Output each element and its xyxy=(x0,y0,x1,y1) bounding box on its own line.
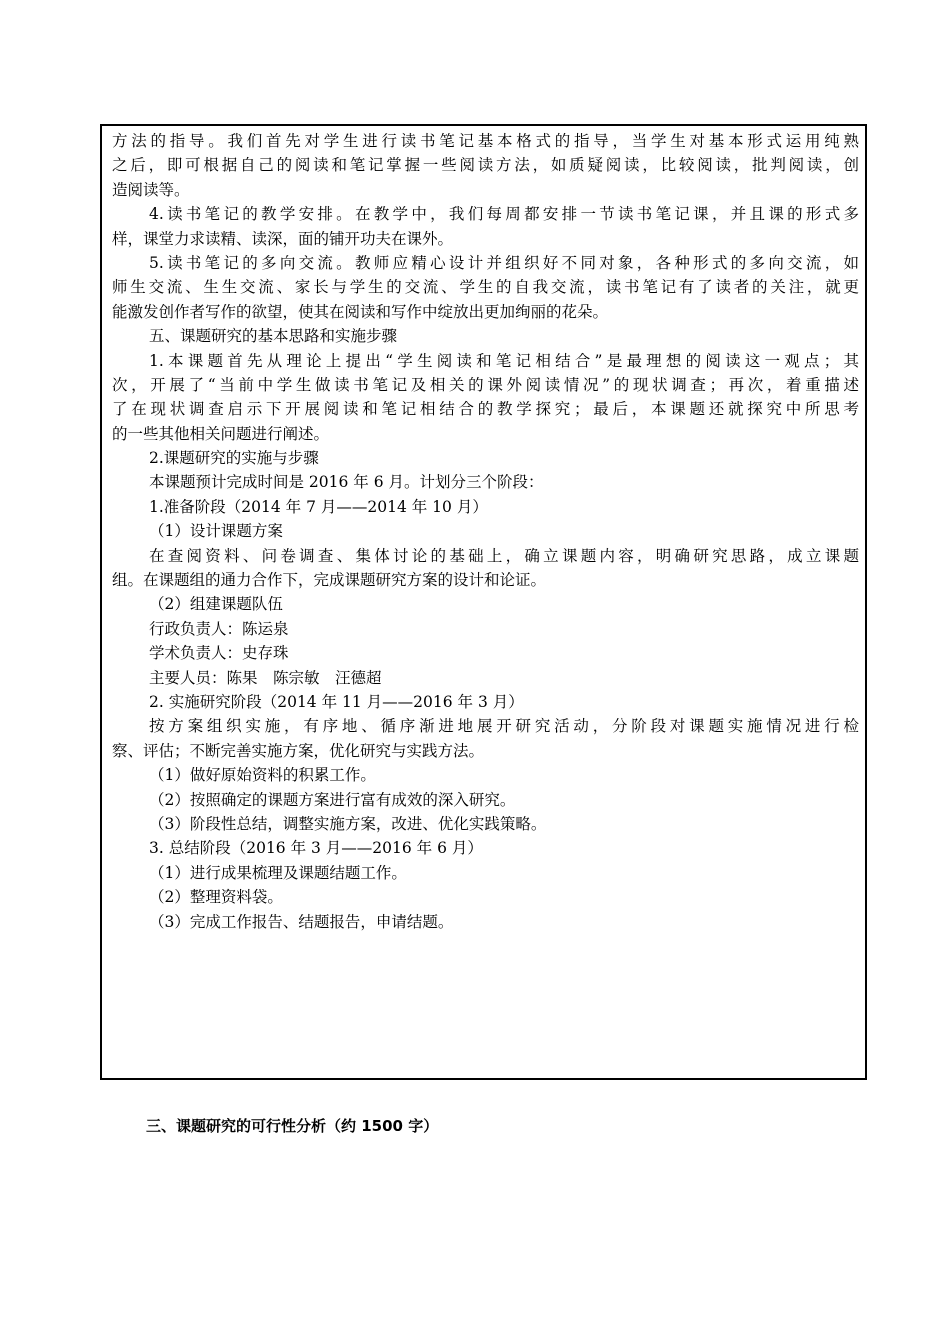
text-line: 4.读书笔记的教学安排。在教学中，我们每周都安排一节读书笔记课，并且课的形式多 xyxy=(149,205,859,224)
text-line: 2.课题研究的实施与步骤 xyxy=(149,449,319,468)
text-line: （2）组建课题队伍 xyxy=(149,595,283,614)
text-line: （2）按照确定的课题方案进行富有成效的深入研究。 xyxy=(149,790,516,809)
text-line: 的一些其他相关问题进行阐述。 xyxy=(112,424,330,443)
text-line: （2）整理资料袋。 xyxy=(149,888,283,907)
text-line: 1.准备阶段（2014 年 7 月——2014 年 10 月） xyxy=(149,497,488,516)
text-line: 能激发创作者写作的欲望，使其在阅读和写作中绽放出更加绚丽的花朵。 xyxy=(112,302,609,321)
text-line: 2. 实施研究阶段（2014 年 11 月——2016 年 3 月） xyxy=(149,692,524,711)
text-line: 察、评估；不断完善实施方案，优化研究与实践方法。 xyxy=(112,741,485,760)
text-line: 样，课堂力求读精、读深，面的铺开功夫在课外。 xyxy=(112,229,454,248)
text-line: 次，开展了“当前中学生做读书笔记及相关的课外阅读情况”的现状调查；再次，着重描述 xyxy=(112,375,859,394)
text-line: 1.本课题首先从理论上提出“学生阅读和笔记相结合”是最理想的阅读这一观点；其 xyxy=(149,351,859,370)
text-line: 之后，即可根据自己的阅读和笔记掌握一些阅读方法，如质疑阅读，比较阅读，批判阅读，创 xyxy=(112,156,859,175)
text-line: （1）设计课题方案 xyxy=(149,522,283,541)
text-box-frame xyxy=(100,124,867,1080)
text-box-content xyxy=(112,129,859,934)
text-line: 学术负责人：史存珠 xyxy=(149,644,289,663)
section-heading: 三、课题研究的可行性分析（约 1500 字） xyxy=(146,1117,439,1135)
text-line: 本课题预计完成时间是 2016 年 6 月。计划分三个阶段： xyxy=(149,473,544,492)
text-line: （3）完成工作报告、结题报告，申请结题。 xyxy=(149,912,454,931)
text-line: 行政负责人：陈运泉 xyxy=(149,619,289,638)
text-line: 师生交流、生生交流、家长与学生的交流、学生的自我交流，读书笔记有了读者的关注，就更 xyxy=(112,278,859,297)
text-line: 了在现状调查启示下开展阅读和笔记相结合的教学探究；最后，本课题还就探究中所思考 xyxy=(112,400,859,419)
text-line: 主要人员：陈果 陈宗敏 汪德超 xyxy=(149,668,382,687)
text-line: （1）做好原始资料的积累工作。 xyxy=(149,766,376,785)
text-line: 五、课题研究的基本思路和实施步骤 xyxy=(149,327,398,346)
text-line: （1）进行成果梳理及课题结题工作。 xyxy=(149,863,407,882)
text-line: 方法的指导。我们首先对学生进行读书笔记基本格式的指导，当学生对基本形式运用纯熟 xyxy=(112,132,859,150)
text-line: 按方案组织实施，有序地、循序渐进地展开研究活动，分阶段对课题实施情况进行检 xyxy=(149,717,859,736)
text-line: 3. 总结阶段（2016 年 3 月——2016 年 6 月） xyxy=(149,839,483,858)
text-line: 5.读书笔记的多向交流。教师应精心设计并组织好不同对象，各种形式的多向交流，如 xyxy=(149,253,859,272)
text-line: 组。在课题组的通力合作下，完成课题研究方案的设计和论证。 xyxy=(112,571,547,590)
text-line: （3）阶段性总结，调整实施方案，改进、优化实践策略。 xyxy=(149,814,547,833)
text-line: 造阅读等。 xyxy=(112,180,190,199)
text-line: 在查阅资料、问卷调查、集体讨论的基础上，确立课题内容，明确研究思路，成立课题 xyxy=(149,546,859,565)
